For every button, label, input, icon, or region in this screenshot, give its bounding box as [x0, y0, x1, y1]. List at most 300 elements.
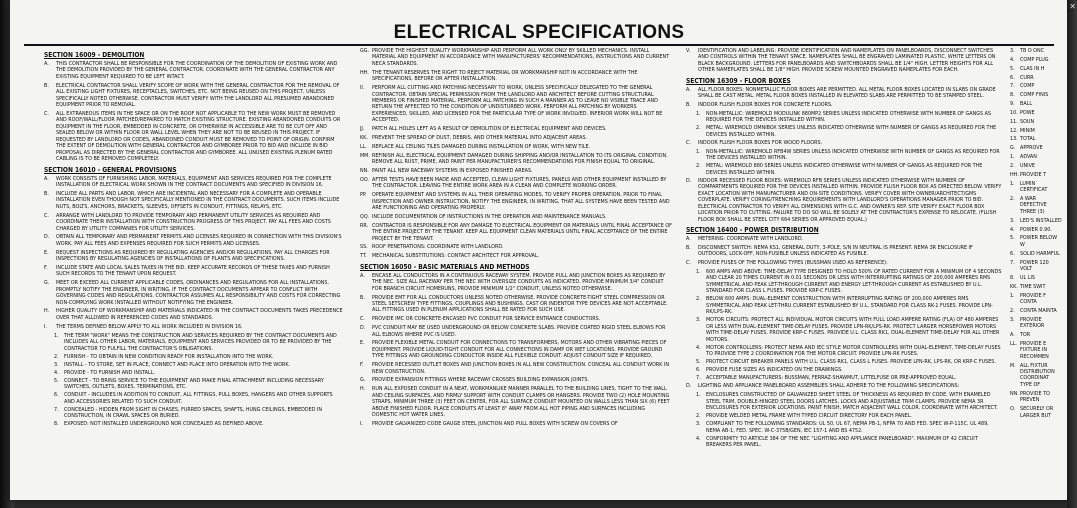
- item-label: B.: [686, 244, 691, 251]
- item-label: G.: [1010, 145, 1016, 152]
- item-label: C.: [44, 212, 49, 219]
- item-label: A.: [686, 235, 691, 242]
- spec-column-4-cropped: [1010, 48, 1062, 500]
- spec-item: [1010, 101, 1062, 107]
- spec-item: [1010, 119, 1062, 125]
- item-text: PVC CONDUIT MAY BE USED UNDERGROUND OR BELOW CONCRETE SLABS. PROVIDE COATED RIGID STEEL ELBOWS FOR ALL ELBOWS WHERE PVC IS USED.: [372, 325, 666, 338]
- subitem-label: 5.: [696, 359, 701, 366]
- spec-item: [686, 260, 1002, 266]
- item-text: BALL: [1020, 101, 1033, 108]
- item-label: 5.: [1010, 235, 1015, 242]
- spec-item: [360, 377, 672, 383]
- spec-item: [360, 192, 672, 211]
- item-label: NN.: [1010, 390, 1019, 397]
- item-label: A.: [686, 86, 691, 93]
- item-text: MINIM: [1020, 127, 1035, 134]
- item-label: 6.: [1010, 250, 1015, 257]
- spec-item: [360, 126, 672, 132]
- item-text: UNIVE: [1020, 162, 1035, 169]
- item-label: SS.: [360, 244, 368, 251]
- subitem-label: 1.: [54, 332, 59, 339]
- item-label: 4.: [1010, 226, 1015, 233]
- subitem-label: 2.: [696, 413, 701, 420]
- item-text: POWER 0.90.: [1020, 226, 1052, 233]
- item-text: REQUEST INSPECTIONS AS REQUIRED BY REGULATING AGENCIES AND/OR REGULATIONS. PAY ALL CHARGES FOR INSPECTIONS BY REGULATING AGENCIES OF INSTALLATIONS OF PLANTS AND SPECIFICATIONS.: [56, 249, 330, 263]
- item-label: LL.: [360, 143, 367, 150]
- item-label: 1.: [1010, 154, 1015, 161]
- spec-item: [686, 48, 1002, 74]
- spec-item: [1010, 196, 1062, 215]
- item-text: PROVIDE F CONTA: [1020, 292, 1046, 305]
- item-label: 1.: [1010, 180, 1015, 187]
- spec-item: [686, 236, 1002, 242]
- item-label: D.: [44, 234, 50, 241]
- item-text: PROVIDE THE HIGHEST QUALITY WORKMANSHIP AND PERFORM ALL WORK ONLY BY SKILLED MECHANICS. INSTALL MATERIAL AND EQUIPMENT IN ACCORDANCE WITH MANUFACTURERS' RECOMMENDATIONS, INSTRUCTIONS AND CURRENT NECA STANDARDS.: [372, 48, 670, 67]
- item-text: INDOOR RECESSED FLOOR BOXES: WIREMOLD RFB SERIES UNLESS INDICATED OTHERWISE WITH NUMBER OF COMPARTMENTS REQUIRED FOR THE DEVICES INSTALLED WITHIN. PROVIDE FLUSH FLOOR BOX AS DIRECTED BELOW. VERIFY EXACT LOCATION WITH MANUFACTURER AND ON-SITE CONDITIONS. VERIFY COVER WITH OWNER/ARCHITECT/GMS COVERPLATE. VERIFY CORING/TRENCHING REQUIREMENTS WITH LANDLORD'S OPERATIONS MANAGER PRIOR TO BID. ELECTRICAL CONTRACTOR TO VERIFY ALL DIMENSIONS WITH G.C. AND OWNER'S REP. SITE VERIFY EXACT FLOOR BOX LOCATION PRIOR TO CUTTING. FAILURE TO DO SO WILL BE SOLELY AT THE CONTRACTOR'S EXPENSE TO RELOCATE. (FLUSH FLOOR BOX SHALL BE STEEL CITY 664 SERIES OR APPROVED EQUAL.): [698, 177, 1002, 223]
- spec-subitem: [44, 370, 344, 376]
- subitem-text: PROVIDE FUSE SIZES AS INDICATED ON THE DRAWINGS.: [706, 367, 843, 374]
- item-label: C.: [686, 260, 691, 267]
- spec-subitem: [686, 413, 1002, 419]
- item-label: 4.: [1010, 56, 1015, 63]
- spec-item: [1010, 181, 1062, 194]
- section-heading: SECTION 16309 - FLOOR BOXES: [686, 76, 791, 85]
- subitem-label: 3.: [54, 361, 59, 368]
- item-text: PROVIDE EXPANSION FITTINGS WHERE RACEWAY CROSSES BUILDING EXPANSION JOINTS.: [372, 377, 589, 384]
- spec-item: [1010, 260, 1062, 273]
- spec-item: [360, 223, 672, 242]
- subitem-text: CONCEALED - HIDDEN FROM SIGHT IN CHASES, FURRED SPACES, SHAFTS, HUNG CEILINGS, EMBEDDED IN CONSTRUCTION, IN CRAWL SPACES OR BURIED.: [64, 406, 323, 420]
- item-label: I.: [360, 420, 363, 427]
- subitem-label: 4.: [54, 369, 59, 376]
- subitem-label: 6.: [696, 367, 701, 374]
- item-label: KK.: [1010, 283, 1018, 290]
- spec-item: [44, 213, 344, 232]
- item-text: PROVIDE E FIXTURE IN RECOMMEN: [1020, 340, 1049, 360]
- spec-item: [44, 250, 344, 263]
- spec-item: [360, 85, 672, 124]
- spec-item: [1010, 92, 1062, 98]
- close-arrow-icon[interactable]: ✕: [1069, 2, 1076, 11]
- spec-item: [1010, 227, 1062, 233]
- item-label: A.: [360, 272, 365, 279]
- item-label: 6.: [1010, 74, 1015, 81]
- subitem-label: 6.: [54, 392, 59, 399]
- page-title: ELECTRICAL SPECIFICATIONS: [10, 22, 1068, 44]
- subitem-text: NON-METALLIC: WIREMOLD MODULINK 880MP2 SERIES UNLESS INDICATED OTHERWISE WITH NUMBER OF GANGS AS REQUIRED FOR THE DEVICES INSTALLED WITHIN.: [706, 110, 991, 124]
- spec-item: [1010, 66, 1062, 72]
- subitem-text: INSTALL - TO STORE, SET IN PLACE, CONNECT AND PLACE INTO OPERATION INTO THE WORK.: [64, 361, 291, 368]
- spec-item: [44, 176, 344, 189]
- item-label: G.: [44, 280, 50, 287]
- spec-item: [360, 70, 672, 83]
- item-text: ARRANGE WITH LANDLORD TO PROVIDE TEMPORARY AND PERMANENT UTILITY SERVICES AS REQUIRED AND COORDINATE THEIR INSTALLATION WITH CONSTRUCTION PROGRESS OF THIS PROJECT. PAY ALL FEES AND COSTS CHARGED BY UTILITY COMPANIES FOR UTILITY SERVICES.: [56, 212, 331, 232]
- spec-item: [1010, 128, 1062, 134]
- item-text: A WAR DEFECTIVE THREE (3): [1020, 195, 1047, 215]
- subitem-label: 1.: [696, 110, 701, 117]
- spec-item: [1010, 145, 1062, 151]
- item-text: DISCONNECT SWITCH: NEMA KS1, GENERAL DUTY, 3-POLE, S/N IN NEUTRAL IS PRESENT. NEMA 3R ENCLOSURE IF OUTDOORS, LOCK-OFF, NON-FUSIBLE UNLESS INDICATED AS FUSIBLE.: [698, 244, 973, 258]
- item-label: A.: [1010, 331, 1015, 338]
- item-label: 3.: [1010, 316, 1015, 323]
- spec-subitem: [686, 345, 1002, 358]
- item-label: B.: [44, 190, 49, 197]
- item-text: COMP: [1020, 83, 1035, 90]
- subitem-label: 1.: [696, 392, 701, 399]
- spec-subitem: [44, 378, 344, 391]
- spec-item: [360, 253, 672, 259]
- section-heading: SECTION 16009 - DEMOLITION: [44, 51, 145, 59]
- item-text: ALL EXTRANEOUS ITEMS IN THE SPACE OR ON THE ROOF NOT APPLICABLE TO THE NEW WORK MUST BE REMOVED AND ROOF/WALL/FLOOR PATCHED/REPAIRED TO MATCH EXISTING STRUCTURE. EXISTING ABANDONED CONDUITS OR EQUIPMENT IN THE FLOOR, EMBEDDED IN CONCRETE, OR OTHERWISE IN ACCESSIBLE ARE TO BE CUT OFF AND SEALED BELOW OR WITHIN FLOOR OR WALL LEVEL WHEN THEY ARE NOT TO BE REUSED IN THIS PROJECT. IF REQUESTED BY LANDLORD OR CODES, ABANDONED CONDUIT MUST BE REMOVED TO POINT OF ORIGIN. CONFIRM THE EXTENT OF DEMOLITION WITH GENERAL CONTRACTOR AND GYMBOREE PRIOR TO BID AND INCLUDE IN BID PROPOSAL AS DIRECTED BY THE GENERAL CONTRACTOR AND GYMBOREE. ALL UNUSED EXISTING PLENUM RATED CABLING IS TO BE REMOVED COMPLETELY.: [56, 110, 341, 163]
- item-text: OBTAIN ALL TEMPORARY AND PERMANENT PERMITS AND LICENSES REQUIRED IN CONNECTION WITH THIS DIVISION'S WORK. PAY ALL FEES AND EXPENSES REQUIRED FOR SUCH PERMITS AND LICENSES.: [56, 234, 342, 247]
- spec-item: [44, 324, 344, 330]
- subitem-text: METAL: WIREMOLD 880 SERIES UNLESS INDICATED OTHERWISE WITH NUMBER OF GANGS AS REQUIRED FOR THE DEVICES INSTALLED WITHIN.: [706, 163, 983, 176]
- spec-item: [360, 362, 672, 375]
- item-text: PROVIDE EMT FOR ALL CONDUCTORS UNLESS NOTED OTHERWISE. PROVIDE CONCRETE-TIGHT STEEL COMPRESSION OR STEEL SETSCREW TYPE FITTINGS, COUPLINGS AND BUSHINGS. CAST OR INDENTOR TYPE DEVICES ARE NOT ACCEPTABLE. ALL FITTINGS USED IN PLENUM APPLICATIONS SHALL BE RATED FOR SUCH USE.: [372, 294, 668, 314]
- subitem-label: 4.: [696, 435, 701, 442]
- item-label: 2.: [1010, 307, 1015, 314]
- item-text: OPERATE EQUIPMENT AND SYSTEMS IN ALL THEIR OPERATING MODES, TO VERIFY PROPER OPERATION. PRIOR TO FINAL INSPECTION AND OWNER INSTRUCTION, NOTIFY THE ENGINEER, IN WRITING, THAT ALL SYSTEMS HAVE BEEN TESTED AND ARE FUNCTIONING AND OPERATING PROPERLY.: [372, 192, 670, 212]
- item-label: B.: [44, 82, 49, 89]
- spec-item: [44, 280, 344, 306]
- spec-subitem: [686, 436, 1002, 449]
- spec-item: [686, 383, 1002, 389]
- item-label: C.: [686, 139, 691, 146]
- item-text: TB O ONC: [1020, 48, 1045, 54]
- spec-item: [360, 316, 672, 322]
- spec-item: [1010, 163, 1062, 169]
- item-text: PROVIDE FUSES OF THE FOLLOWING TYPES (BUSSMAN USED AS REFERENCE):: [698, 260, 888, 267]
- item-text: IDENTIFICATION AND LABELING: PROVIDE IDENTIFICATION AND NAMEPLATES ON PANELBOARDS, DISCONNECT SWITCHES AND CONTROLS WITHIN THE TENANT SPACE. NAMEPLATES SHALL BE ENGRAVED LAMINATED PLASTIC, WHITE LETTERS ON BLACK BACKGROUND. LETTERS FOR PANELBOARDS AND SWITCHBOARDS SHALL BE 1/4" HIGH. LETTER HEIGHTS FOR ALL OTHER NAMEPLATES SHALL BE 1/8" HIGH. PROVIDE SCREW MOUNTED ENGRAVED NAMEPLATES FOR EACH.: [698, 48, 996, 74]
- item-text: TOTAL: [1020, 136, 1036, 143]
- spec-item: [1010, 75, 1062, 81]
- item-text: THE TERMS DEFINED BELOW APPLY TO ALL WORK INCLUDED IN DIVISION 16.: [56, 323, 243, 330]
- item-label: 8.: [1010, 274, 1015, 281]
- spec-subitem: [686, 375, 1002, 381]
- spec-item: [360, 153, 672, 166]
- spec-subitem: [686, 421, 1002, 434]
- spec-subitem: [686, 359, 1002, 365]
- item-text: PREVENT THE SPREAD OF DUST, DEBRIS, AND OTHER MATERIAL INTO ADJACENT AREAS.: [372, 135, 588, 141]
- subitem-label: 1.: [696, 268, 701, 275]
- spec-item: [1010, 363, 1062, 389]
- spec-subitem: [686, 149, 1002, 162]
- subitem-text: PROVIDE WELDED METAL FRAME WITH TYPED CIRCUIT DIRECTORY FOR EACH PANEL.: [706, 413, 912, 420]
- item-text: ROOF PENETRATIONS: COORDINATE WITH LANDLORD.: [372, 244, 504, 251]
- item-label: D.: [686, 177, 692, 184]
- spec-item: [1010, 406, 1062, 419]
- spec-subitem: [686, 367, 1002, 373]
- item-label: V.: [686, 48, 691, 54]
- item-label: E.: [44, 249, 49, 256]
- spec-item: [1010, 83, 1062, 89]
- item-label: 9.: [1010, 101, 1015, 108]
- spec-item: [360, 273, 672, 292]
- subitem-text: CONFORMITY TO ARTICLE 384 OF THE NEC "LIGHTING AND APPLIANCE PANELBOARD". MAXIMUM OF 42 CIRCUIT BREAKERS PER PANEL.: [706, 435, 978, 449]
- spec-column-2: [360, 48, 672, 500]
- item-label: 2.: [1010, 162, 1015, 169]
- item-text: REPLACE ALL CEILING TILES DAMAGED DURING INSTALLATION OF WORK, WITH NEW TILE.: [372, 143, 591, 150]
- spec-item: [360, 386, 672, 418]
- item-text: AFTER TESTS HAVE BEEN MADE AND ACCEPTED, CLEAN LIGHT FIXTURES, PANELS AND OTHER EQUIPMENT INSTALLED BY THE CONTRACTOR. LEAVING THE ENTIRE WORK AREA IN A CLEAN AND COMPLETE WORKING ORDER.: [372, 176, 667, 190]
- spec-item: [1010, 218, 1062, 224]
- item-label: F.: [44, 264, 48, 271]
- item-text: PAINT ALL NEW RACEWAY SYSTEMS IN EXPOSED FINISHED AREAS.: [372, 167, 533, 174]
- item-label: 8.: [1010, 92, 1015, 99]
- spec-item: [360, 144, 672, 150]
- item-text: CONTRACTOR IS RESPONSIBLE FOR ANY DAMAGE TO ELECTRICAL EQUIPMENT OR MATERIALS UNTIL FINAL ACCEPTANCE OF THE ENTIRE PROJECT BY THE TENANT. KEEP ALL EQUIPMENT CLEAN MATERIALS UNTIL FINAL ACCEPTANCE OF THE ENTIRE PROJECT BY THE TENANT.: [372, 222, 672, 242]
- spec-item: [1010, 251, 1062, 257]
- item-text: MECHANICAL SUBSTITUTIONS: CONTACT ARCHITECT FOR APPROVAL.: [372, 253, 540, 260]
- subitem-text: CONNECT - TO BRING SERVICE TO THE EQUIPMENT AND MAKE FINAL ATTACHMENT INCLUDING NECESSARY SWITCHES, OUTLETS, BOXES, TERMINATIONS, ETC.: [64, 377, 324, 391]
- item-text: LIGHTING AND APPLIANCE PANELBOARD ASSEMBLIES SHALL ADHERE TO THE FOLLOWING SPECIFICATIONS:: [698, 383, 960, 390]
- item-text: CURR: [1020, 74, 1034, 81]
- item-text: POWER BELOW W: [1020, 235, 1058, 248]
- subitem-text: MOTOR CONTROLLERS: PROTECT NEMA AND IEC STYLE MOTOR CONTROLLERS WITH DUAL-ELEMENT, TIME-DELAY FUSES TO PROVIDE TYPE 2 COORDINATION FOR THE MOTOR CIRCUIT. PROVIDE LPN-RK FUSES.: [706, 344, 1001, 358]
- spec-sheet: [10, 0, 1068, 500]
- item-text: POWE: [1020, 109, 1035, 116]
- spec-subitem: [686, 125, 1002, 138]
- item-text: SOUN: [1020, 118, 1035, 125]
- item-text: PROVIDE IMC OR CONCRETE-ENCASED PVC CONDUIT FOR SERVICE ENTRANCE CONDUCTORS.: [372, 316, 601, 323]
- subitem-label: 1.: [696, 148, 701, 155]
- spec-item: [1010, 110, 1062, 116]
- spec-item: [1010, 136, 1062, 142]
- spec-item: [686, 102, 1002, 108]
- item-label: 2.: [1010, 195, 1015, 202]
- spec-item: [44, 308, 344, 321]
- item-text: PROVIDE TO PREVEN: [1020, 390, 1050, 404]
- subitem-label: 4.: [696, 344, 701, 351]
- item-label: C.: [360, 316, 365, 323]
- spec-item: [1010, 172, 1062, 178]
- item-label: M.: [1010, 362, 1016, 369]
- spec-subitem: [44, 421, 344, 427]
- item-text: TIME SWIT: [1020, 283, 1046, 290]
- item-label: II.: [360, 85, 365, 92]
- subitem-text: PROTECT CIRCUIT BREAKER PANELS WITH U.L. CLASS RK1, CLASS L FUSES. PROVIDE LPN-RK, LPS-RK, OR KRP-C FUSES.: [706, 359, 996, 366]
- item-label: H.: [44, 308, 50, 315]
- item-label: QQ.: [360, 213, 370, 220]
- section-heading: SECTION 16010 - GENERAL PROVISIONS: [44, 165, 177, 174]
- item-text: LUMIN CERTIFICAT: [1020, 180, 1048, 194]
- spec-item: [360, 168, 672, 174]
- item-label: LL.: [1010, 340, 1017, 347]
- item-text: RUN ALL EXPOSED CONDUIT IN A NEAT, WORKMANLIKE MANNER PARALLEL TO THE BUILDING LINES, TIGHT TO THE WALL AND CEILING SURFACES, AND FIRMLY SUPPORT WITH CONDUIT CLAMPS OR HANGERS. PROVIDE TWO (2) HOLE MOUNTING STRAPS, MINIMUM THREE (3) FEET ON CENTER, FOR ALL SURFACE CONDUIT MOUNTED ON WALLS LESS THAN SIX (6) FEET ABOVE FINISHED FLOOR. PLACE CONDUITS AT LEAST 8" AWAY FROM ALL HOT PIPING AND SURFACES INCLUDING DOMESTIC HOT WATER LINES.: [372, 386, 670, 419]
- spec-item: [360, 340, 672, 359]
- spec-subitem: [686, 111, 1002, 124]
- subitem-label: 3.: [696, 317, 701, 324]
- item-text: PROVIDE GALVANIZED CODE GAUGE STEEL JUNCTION AND PULL BOXES WITH SCREW ON COVERS OF: [372, 420, 618, 427]
- spec-subitem: [44, 392, 344, 405]
- spec-item: [360, 135, 672, 141]
- spec-item: [1010, 332, 1062, 338]
- item-text: COMP FINIS: [1020, 92, 1049, 99]
- item-text: TOR: [1020, 331, 1031, 338]
- subitem-text: BELOW 600 AMPS: DUAL-ELEMENT CONSTRUCTION WITH INTERRUPTING RATING OF 200,000 AMPERES RMS SYMMETRICAL AND PEAK LET-THRU CURRENT ESTABLISHED BY U.L. STANDARD FOR CLASS RK-1 FUSES. PROVIDE LPN-RK/LPS-RK.: [706, 296, 993, 316]
- subitem-label: 2.: [696, 125, 701, 132]
- subitem-label: 5.: [54, 377, 59, 384]
- spec-item: [1010, 391, 1062, 404]
- spec-subitem: [44, 362, 344, 368]
- subitem-label: 8.: [54, 421, 59, 428]
- item-text: PROVIDE EXTERIOR: [1020, 316, 1045, 330]
- item-label: MM.: [360, 152, 370, 159]
- spec-subitem: [686, 296, 1002, 315]
- subitem-text: MOTOR CIRCUITS: PROTECT ALL INDIVIDUAL MOTOR CIRCUITS WITH FULL LOAD AMPERE RATING (FLA) OF 480 AMPERES OR LESS WITH DUAL-ELEMENT TIME-DELAY FUSES. PROVIDE LPN-RK/LPS-RK. PROTECT LARGER HORSEPOWER MOTORS WITH TIME-DELAY FUSES. PROVIDE KRP-C FUSES. PROVIDE U.L. CLASS RK1, DUAL-ELEMENT TIME-DELAY FOR ALL OTHER MOTORS.: [706, 317, 1000, 343]
- item-text: METERING: COORDINATE WITH LANDLORD.: [698, 235, 804, 242]
- item-label: PP.: [360, 192, 367, 199]
- item-label: RR.: [360, 222, 369, 229]
- spec-item: [686, 140, 1002, 146]
- spec-item: [44, 191, 344, 210]
- spec-item: [686, 245, 1002, 258]
- item-text: INCLUDE ALL PARTS AND LABOR, WHICH ARE INCIDENTAL AND NECESSARY FOR A COMPLETE AND OPERABLE INSTALLATION EVEN THOUGH NOT SPECIFICALLY MENTIONED IN THE CONTRACT DOCUMENTS. SUCH ITEMS INCLUDE NUTS, BOLTS, ANCHORS, BRACKETS, SLEEVES, OFFSETS IN CONDUIT, FITTINGS, RELAYS, ETC.: [56, 190, 340, 210]
- spec-subitem: [686, 317, 1002, 343]
- item-text: ENCASE ALL CONDUCTORS IN A CONTINUOUS RACEWAY SYSTEM. PROVIDE PULL AND JUNCTION BOXES AS REQUIRED BY THE NEC. SIZE ALL RACEWAY PER THE NEC WITH OVERSIZE CONDUITS AS INDICATED. PROVIDE MINIMUM 3/4" CONDUIT FOR BRANCH CIRCUIT HOMERUNS, PROVIDE MINIMUM 1/2" CONDUIT, UNLESS NOTED OTHERWISE.: [372, 272, 666, 292]
- spec-item: [1010, 275, 1062, 281]
- item-text: COMP PLUG: [1020, 56, 1049, 63]
- item-label: HH.: [1010, 171, 1019, 178]
- item-text: INDOOR FLUSH FLOOR BOXES FOR WOOD FLOORS.: [698, 139, 823, 146]
- spec-subitem: [686, 269, 1002, 295]
- item-label: OO.: [360, 176, 369, 183]
- item-text: LED'S INSTALLED: [1020, 217, 1062, 224]
- spec-item: [1010, 293, 1062, 306]
- item-label: KK.: [360, 135, 368, 141]
- spec-item: [44, 265, 344, 278]
- spec-item: [686, 178, 1002, 223]
- item-text: ALL FIXTUR DISTRIBUTION COORDINAT TYPE OF: [1020, 362, 1055, 388]
- item-label: JJ.: [360, 126, 365, 133]
- spec-subitem: [686, 163, 1002, 176]
- subitem-text: THE TERM "WORK" MEANS THE CONSTRUCTION AND SERVICES REQUIRED BY THE CONTRACT DOCUMENTS AND INCLUDES ALL OTHER LABOR, MATERIALS, EQUIPMENT AND SERVICES PROVIDED OR TO BE PROVIDED BY THE CONTRACTOR TO FULFILL THE CONTRACTOR'S OBLIGATIONS.: [64, 332, 337, 352]
- spec-item: [1010, 317, 1062, 330]
- spec-item: [360, 325, 672, 338]
- spec-subitem: [686, 392, 1002, 411]
- item-text: MEET OR EXCEED ALL CURRENT APPLICABLE CODES, ORDINANCES AND REGULATIONS FOR ALL INSTALLATIONS. PROMPTLY NOTIFY THE ENGINEER, IN WRITING, IF THE CONTRACT DOCUMENTS APPEAR TO CONFLICT WITH GOVERNING CODES AND REGULATIONS. CONTRACTOR ASSUMES ALL RESPONSIBILITY AND COSTS FOR CORRECTING NON-COMPLYING WORK INSTALLED WITHOUT NOTIFYING THE ENGINEER.: [56, 280, 341, 306]
- item-text: PROVIDE T: [1020, 171, 1047, 178]
- spec-column-1: [44, 48, 344, 500]
- section-heading: SECTION 16400 - POWER DISTRIBUTION: [686, 225, 819, 234]
- spec-item: [44, 61, 344, 80]
- item-text: ELECTRICAL CONTRACTOR SHALL VERIFY SCOPE OF WORK WITH THE GENERAL CONTRACTOR FOR THE REMOVAL OF ALL EXISTING LIGHT FIXTURES, RECEPTACLES, SWITCHES, ETC. NOT BEING REUSED ON THIS PROJECT, UNLESS SPECIFICALLY NOTED OTHERWISE. CONTRACTOR MUST VERIFY WITH THE LANDLORD ALL PRESUMED ABANDONED EQUIPMENT PRIOR TO REMOVAL.: [56, 82, 340, 109]
- spec-item: [44, 234, 344, 247]
- spec-item: [1010, 57, 1062, 63]
- subitem-label: 2.: [696, 296, 701, 303]
- item-label: 11.: [1010, 118, 1018, 125]
- item-label: TT.: [360, 253, 367, 260]
- item-text: PERFORM ALL CUTTING AND PATCHING NECESSARY TO WORK, UNLESS SPECIFICALLY DELEGATED TO THE GENERAL CONTRACTOR. OBTAIN SPECIAL PERMISSION FROM THE LANDLORD AND ARCHITECT BEFORE CUTTING STRUCTURAL MEMBERS OR FINISHED MATERIAL. PERFORM ALL PATCHING IN SUCH A MANNER AS TO LEAVE NO VISIBLE TRACE AND RETURN THE AFFECTED TO THE CONDITION OF UNDISTURBED WORK. PERFORM ALL PATCHING BY WORKERS EXPERIENCED, SKILLED, AND LICENSED FOR THE PARTICULAR TYPE OF WORK INVOLVED. INFERIOR WORK WILL NOT BE ACCEPTED.: [372, 85, 663, 124]
- item-label: E.: [360, 340, 365, 347]
- item-label: H.: [360, 386, 366, 393]
- item-text: SECURELY OR LARGER BUT: [1020, 406, 1054, 419]
- item-label: NN.: [360, 167, 369, 174]
- item-text: INCLUDE DOCUMENTATION OF INSTRUCTIONS IN THE OPERATION AND MAINTENANCE MANUALS.: [372, 213, 607, 220]
- spec-item: [44, 111, 344, 163]
- subitem-label: 2.: [54, 353, 59, 360]
- spec-subitem: [44, 354, 344, 360]
- spec-subitem: [44, 407, 344, 420]
- item-label: 12.: [1010, 127, 1018, 134]
- subitem-text: PROVIDE - TO FURNISH AND INSTALL.: [64, 369, 155, 376]
- item-text: WORK CONSISTS OF FURNISHING LABOR, MATERIALS, EQUIPMENT AND SERVICES REQUIRED FOR THE COMPLETE INSTALLATION OF ELECTRICAL WORK SHOWN IN THE CONTRACT DOCUMENTS AND SPECIFIED IN DIVISION 16.: [56, 175, 332, 189]
- item-label: 3.: [1010, 48, 1015, 54]
- subitem-label: 7.: [54, 406, 59, 413]
- spec-subitem: [44, 333, 344, 352]
- item-label: 10.: [1010, 109, 1018, 116]
- item-label: 7.: [1010, 259, 1015, 266]
- item-label: G.: [360, 377, 366, 384]
- spec-item: [360, 177, 672, 190]
- item-label: 7.: [1010, 83, 1015, 90]
- title-rule: [24, 44, 1054, 46]
- subitem-text: FURNISH - TO OBTAIN IN NEW CONDITION READY FOR INSTALLATION INTO THE WORK.: [64, 353, 274, 360]
- subitem-label: 2.: [696, 163, 701, 170]
- item-text: PROVIDE FLEXIBLE METAL CONDUIT FOR CONNECTIONS TO TRANSFORMERS, MOTORS AND OTHER VIBRATING PIECES OF EQUIPMENT. PROVIDE LIQUID-TIGHT CONDUIT FOR ALL CONNECTIONS IN DAMP OR WET LOCATIONS. PROVIDE GROUND TYPE FITTINGS AND GROUNDING CONDUCTOR INSIDE ALL FLEXIBLE CONDUIT. ADJUST CONDUIT SIZE IF REQUIRED.: [372, 340, 667, 360]
- item-label: D.: [360, 325, 366, 332]
- item-text: CONTA MAINTA: [1020, 307, 1057, 314]
- item-label: F.: [360, 362, 364, 369]
- item-text: HIGHER QUALITY OF WORKMANSHIP AND MATERIALS INDICATED IN THE CONTRACT DOCUMENTS TAKES PRECEDENCE OVER THAT ALLOWED IN REFERENCED CODES AND STANDARDS.: [56, 308, 343, 321]
- item-text: CLAS IN H: [1020, 65, 1045, 72]
- item-label: A.: [44, 61, 49, 67]
- spec-column-3: [686, 48, 1002, 500]
- item-label: O.: [1010, 406, 1016, 413]
- item-text: ADVAN: [1020, 154, 1037, 161]
- subitem-text: ACCEPTABLE MANUFACTURERS: BUSSMAN, FERRAZ-SHAWMUT, LITTELFUSE OR PRE-APPROVED EQUAL.: [706, 375, 957, 382]
- spec-item: [1010, 154, 1062, 160]
- item-text: POWER 120 VOLT: [1020, 259, 1049, 272]
- item-text: APPROVE: [1020, 145, 1043, 152]
- spec-item: [360, 244, 672, 250]
- item-text: ALL FLOOR BOXES: NONMETALLIC FLOOR BOXES ARE PERMITTED. ALL METAL FLOOR BOXES LOCATED IN SLABS ON GRADE SHALL BE CAST METAL. METAL FLOOR BOXES INSTALLED IN ELEVATED SLABS ARE PERMITTED TO BE STAMPED STEEL.: [698, 86, 996, 100]
- item-text: REFINISH ALL ELECTRICAL EQUIPMENT DAMAGED DURING SHIPPING AND/OR INSTALLATION TO ITS ORIGINAL CONDITION. REMOVE ALL RUST, PRIME, AND PAINT PER MANUFACTURER'S RECOMMENDATIONS FOR FINISH EQUAL TO ORIGINAL.: [372, 152, 668, 166]
- subitem-text: COMPLIANT TO THE FOLLOWING STANDARDS: UL 50, UL 67, NEMA PB-1, NFPA 70 AND FED. SPEC W-P-115C, UL 489, NEMA AB-1, FED. SPEC. W-C-375B/GEN, IEC 157-1 AND BS 4752.: [706, 421, 989, 434]
- item-label: HH.: [360, 69, 369, 76]
- item-label: 3.: [1010, 217, 1015, 224]
- item-label: 13.: [1010, 136, 1018, 143]
- subitem-label: 7.: [696, 375, 701, 382]
- item-label: D.: [686, 383, 692, 390]
- spec-item: [360, 48, 672, 67]
- item-text: THIS CONTRACTOR SHALL BE RESPONSIBLE FOR THE COORDINATION OF THE DEMOLITION OF EXISTING WORK AND THE DEMOLITION PROVIDED BY THE GENERAL CONTRACTOR. COORDINATE WITH THE GENERAL CONTRACTOR ANY EXISTING EQUIPMENT REQUIRED TO BE LEFT INTACT.: [56, 61, 338, 80]
- item-text: SOLID HARMFUL: [1020, 250, 1060, 257]
- item-text: THE TENANT RESERVES THE RIGHT TO REJECT MATERIAL OR WORKMANSHIP NOT IN ACCORDANCE WITH THE SPECIFICATIONS, BEFORE OR AFTER INSTALLATION.: [372, 69, 638, 83]
- item-label: GG.: [360, 48, 370, 54]
- subitem-text: NON-METALLIC: WIREMOLD RFB4W SERIES UNLESS INDICATED OTHERWISE WITH NUMBER OF GANGS AS REQUIRED FOR THE DEVICES INSTALLED WITHIN.: [706, 148, 1000, 162]
- subitem-text: 600 AMPS AND ABOVE: TIME-DELAY TYPE DESIGNED TO HOLD 500% OF RATED CURRENT FOR A MINIMUM OF 4 SECONDS AND CLEAR 20 TIMES CURRENT IN 0.01 SECONDS OR LESS WITH INTERRUPTING RATINGS OF 200,000 AMPERES RMS SYMMETRICAL AND PEAK LET-THROUGH CURRENT AND ENERGY LET-THROUGH CURRENT AS ESTABLISHED BY U.L. STANDARD FOR CLASS L FUSES. PROVIDE KRP-C FUSES.: [706, 268, 1002, 295]
- spec-item: [1010, 308, 1062, 314]
- spec-item: [1010, 284, 1062, 290]
- subitem-text: METAL: WIREMOLD OMNIBOX SERIES UNLESS INDICATED OTHERWISE WITH NUMBER OF GANGS AS REQUIRED FOR THE DEVICES INSTALLED WITHIN.: [706, 125, 997, 138]
- scrollbar-rail[interactable]: [1067, 0, 1077, 508]
- spec-item: [360, 295, 672, 314]
- item-label: 1.: [1010, 292, 1015, 299]
- spec-item: [1010, 341, 1062, 360]
- item-text: PATCH ALL HOLES LEFT AS A RESULT OF DEMOLITION OF ELECTRICAL EQUIPMENT AND DEVICES.: [372, 126, 607, 133]
- item-text: UL LIS: [1020, 274, 1036, 281]
- item-label: B.: [360, 294, 365, 301]
- item-text: INCLUDE STATE AND LOCAL SALES TAXES IN THE BID. KEEP ACCURATE RECORDS OF THESE TAXES AND FURNISH SUCH RECORDS TO THE TENANT UPON REQUEST.: [56, 264, 330, 278]
- item-label: C.: [44, 110, 49, 117]
- subitem-text: EXPOSED: NOT INSTALLED UNDERGROUND NOR CONCEALED AS DEFINED ABOVE.: [64, 421, 264, 428]
- subitem-text: CONDUIT - INCLUDES IN ADDITION TO CONDUIT, ALL FITTINGS, PULL BOXES, HANGERS AND OTHER SUPPORTS AND ACCESSORIES RELATED TO SUCH CONDUIT.: [64, 392, 333, 405]
- spec-item: [1010, 235, 1062, 248]
- spec-item: [1010, 48, 1062, 54]
- item-text: PROVIDE RECESSED OUTLET BOXES AND JUNCTION BOXES IN ALL NEW CONSTRUCTION. CONCEAL ALL CONDUIT WORK IN NEW CONSTRUCTION.: [372, 362, 669, 375]
- subitem-label: 3.: [696, 421, 701, 428]
